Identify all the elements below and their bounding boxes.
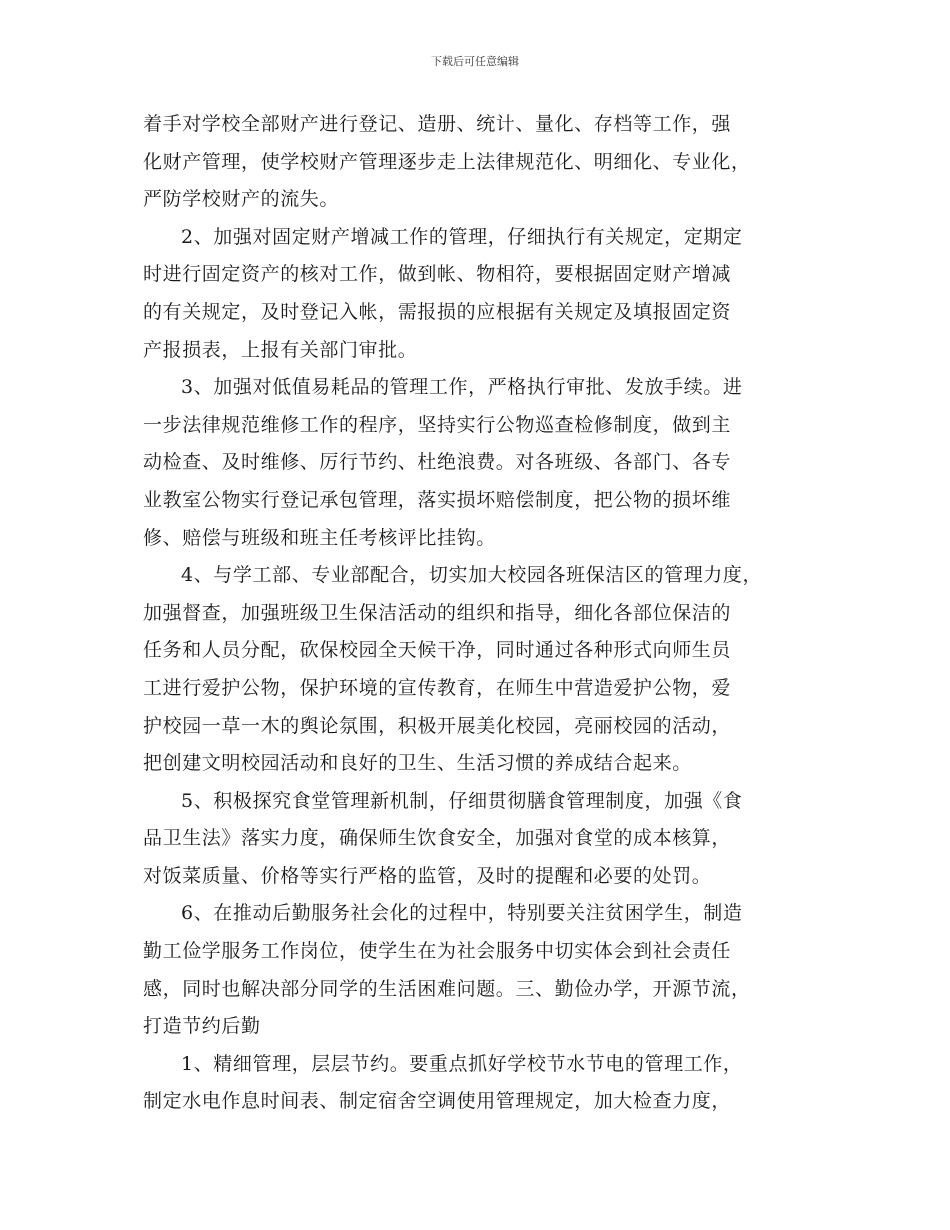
text-line: 加强督查，加强班级卫生保洁活动的组织和指导，细化各部位保洁的: [143, 601, 732, 624]
text-line: 护校园一草一木的舆论氛围，积极开展美化校园，亮丽校园的活动，: [143, 714, 732, 737]
text-line: 打造节约后勤: [143, 1015, 261, 1038]
text-line: 修、赔偿与班级和班主任考核评比挂钩。: [143, 526, 496, 549]
text-line: 业教室公物实行登记承包管理，落实损坏赔偿制度，把公物的损坏维: [143, 488, 732, 511]
paragraph-1: [143, 106, 818, 219]
text-line: 4、与学工部、专业部配合，切实加大校园各班保洁区的管理力度，: [181, 564, 763, 587]
paragraph-3: [143, 369, 818, 557]
paragraph-4: [143, 557, 818, 783]
paragraph-5: [143, 783, 818, 896]
text-line: 6、在推动后勤服务社会化的过程中，特别要关注贫困学生，制造: [181, 902, 743, 925]
text-line: 时进行固定资产的核对工作，做到帐、物相符，要根据固定财产增减: [143, 263, 732, 286]
text-line: 任务和人员分配，砍保校园全天候干净，同时通过各种形式向师生员: [143, 639, 732, 662]
text-line: 3、加强对低值易耗品的管理工作，严格执行审批、发放手续。进: [181, 376, 743, 399]
text-line: 工进行爱护公物，保护环境的宣传教育，在师生中营造爱护公物，爱: [143, 676, 732, 699]
text-line: 严防学校财产的流失。: [143, 188, 340, 211]
paragraph-7: [143, 1046, 818, 1121]
text-line: 5、积极探究食堂管理新机制，仔细贯彻膳食管理制度，加强《食: [181, 789, 743, 812]
text-line: 的有关规定，及时登记入帐，需报损的应根据有关规定及填报固定资: [143, 300, 732, 323]
paragraph-2: [143, 219, 818, 369]
text-line: 一步法律规范维修工作的程序，坚持实行公物巡查检修制度，做到主: [143, 413, 732, 436]
text-line: 2、加强对固定财产增减工作的管理，仔细执行有关规定，定期定: [181, 225, 743, 248]
text-line: 动检查、及时维修、厉行节约、杜绝浪费。对各班级、各部门、各专: [143, 451, 732, 474]
text-line: 感，同时也解决部分同学的生活困难问题。三、勤俭办学，开源节流，: [143, 977, 751, 1000]
text-line: 化财产管理，使学校财产管理逐步走上法律规范化、明细化、专业化，: [143, 150, 751, 173]
text-line: 勤工俭学服务工作岗位，使学生在为社会服务中切实体会到社会责任: [143, 940, 732, 963]
text-line: 对饭菜质量、价格等实行严格的监管，及时的提醒和必要的处罚。: [143, 864, 712, 887]
page-header: 下载后可任意编辑: [431, 55, 519, 68]
text-line: 产报损表，上报有关部门审批。: [143, 338, 418, 361]
text-line: 制定水电作息时间表、制定宿舍空调使用管理规定，加大检查力度，: [143, 1090, 732, 1113]
text-line: 着手对学校全部财产进行登记、造册、统计、量化、存档等工作，强: [143, 113, 732, 135]
paragraph-6: [143, 895, 818, 1045]
document-body: [143, 106, 818, 1121]
text-line: 品卫生法》落实力度，确保师生饮食安全，加强对食堂的成本核算，: [143, 827, 732, 850]
text-line: 1、精细管理，层层节约。要重点抓好学校节水节电的管理工作，: [181, 1052, 743, 1075]
text-line: 把创建文明校园活动和良好的卫生、生活习惯的养成结合起来。: [143, 752, 692, 775]
